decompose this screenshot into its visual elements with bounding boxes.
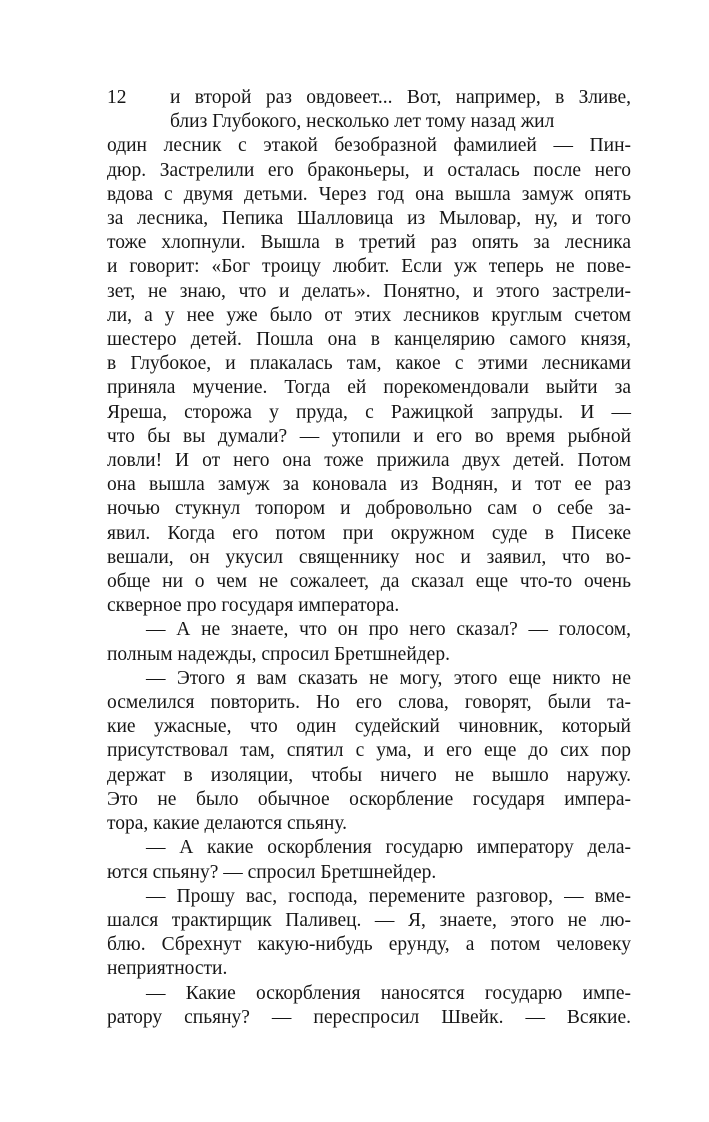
text-line: Яреша, сторожа у пруда, с Ражицкой запруды. И — <box>107 401 631 423</box>
text-line: присутствовал там, спятил с ума, и его еще до сих пор <box>107 740 631 762</box>
text-line: — А не знаете, что он про него сказал? — голосом, <box>146 619 631 641</box>
text-block <box>107 86 631 1030</box>
text-line: ются спьяну? — спросил Бретшнейдер. <box>107 861 437 883</box>
text-line: ночью стукнул топором и добровольно сам о себе за- <box>107 498 631 520</box>
text-line: — Какие оскорбления наносятся государю импе- <box>146 982 631 1004</box>
text-line: близ Глубокого, несколько лет тому назад жил <box>170 111 555 133</box>
text-line: дюр. Застрелили его браконьеры, и осталась после него <box>107 159 631 181</box>
text-line: зет, не знаю, что и делать». Понятно, и этого застрели- <box>107 280 631 302</box>
text-line: держат в изоляции, чтобы ничего не вышло наружу. <box>107 764 631 786</box>
text-line: вдова с двумя детьми. Через год она вышла замуж опять <box>107 183 631 205</box>
text-line: шался трактирщик Паливец. — Я, знаете, этого не лю- <box>107 909 631 931</box>
text-line: обще ни о чем не сожалеет, да сказал еще что-то очень <box>107 571 631 593</box>
text-line: — А какие оскорбления государю императору дела- <box>146 837 631 859</box>
text-line: шестеро детей. Пошла она в канцелярию самого князя, <box>107 329 631 351</box>
text-line: ратору спьяну? — переспросил Швейк. — Всякие. <box>107 1006 631 1028</box>
text-line: — Прошу вас, господа, перемените разговор, — вме- <box>146 885 631 907</box>
text-lines <box>107 86 631 1030</box>
text-line: тора, какие делаются спьяну. <box>107 813 348 835</box>
text-line: за лесника, Пепика Шалловица из Мыловар, ну, и того <box>107 208 631 230</box>
text-line: скверное про государя императора. <box>107 595 400 617</box>
text-line: Это не было обычное оскорбление государя импера- <box>107 788 631 810</box>
text-line: кие ужасные, что один судейский чиновник, который <box>107 716 631 738</box>
text-line: — Этого я вам сказать не могу, этого еще никто не <box>146 667 631 689</box>
text-line: в Глубокое, и плакалась там, какое с этими лесниками <box>107 353 631 375</box>
text-line: ловли! И от него она тоже прижила двух детей. Потом <box>107 450 631 472</box>
text-line: неприятности. <box>107 958 228 980</box>
text-line: ли, а у нее уже было от этих лесников круглым счетом <box>107 304 631 326</box>
text-line: блю. Сбрехнут какую-нибудь ерунду, а потом человеку <box>107 934 631 956</box>
text-line: вешали, он укусил священнику нос и заявил, что во- <box>107 546 631 568</box>
text-line: и второй раз овдовеет... Вот, например, в Зливе, <box>170 87 631 108</box>
page-number: 12 <box>107 87 127 108</box>
text-line: явил. Когда его потом при окружном суде в Писеке <box>107 522 631 544</box>
text-line: и говорит: «Бог троицу любит. Если уж теперь не пове- <box>107 256 631 278</box>
text-line: приняла мучение. Тогда ей порекомендовали выйти за <box>107 377 631 399</box>
text-line: один лесник с этакой безобразной фамилией — Пин- <box>107 135 631 157</box>
text-line: полным надежды, спросил Бретшнейдер. <box>107 643 450 665</box>
text-line: она вышла замуж за коновала из Воднян, и тот ее раз <box>107 474 631 496</box>
text-line: что бы вы думали? — утопили и его во время рыбной <box>107 425 631 447</box>
text-line: осмелился повторить. Но его слова, говорят, были та- <box>107 692 631 714</box>
text-line: тоже хлопнули. Вышла в третий раз опять за лесника <box>107 232 631 254</box>
